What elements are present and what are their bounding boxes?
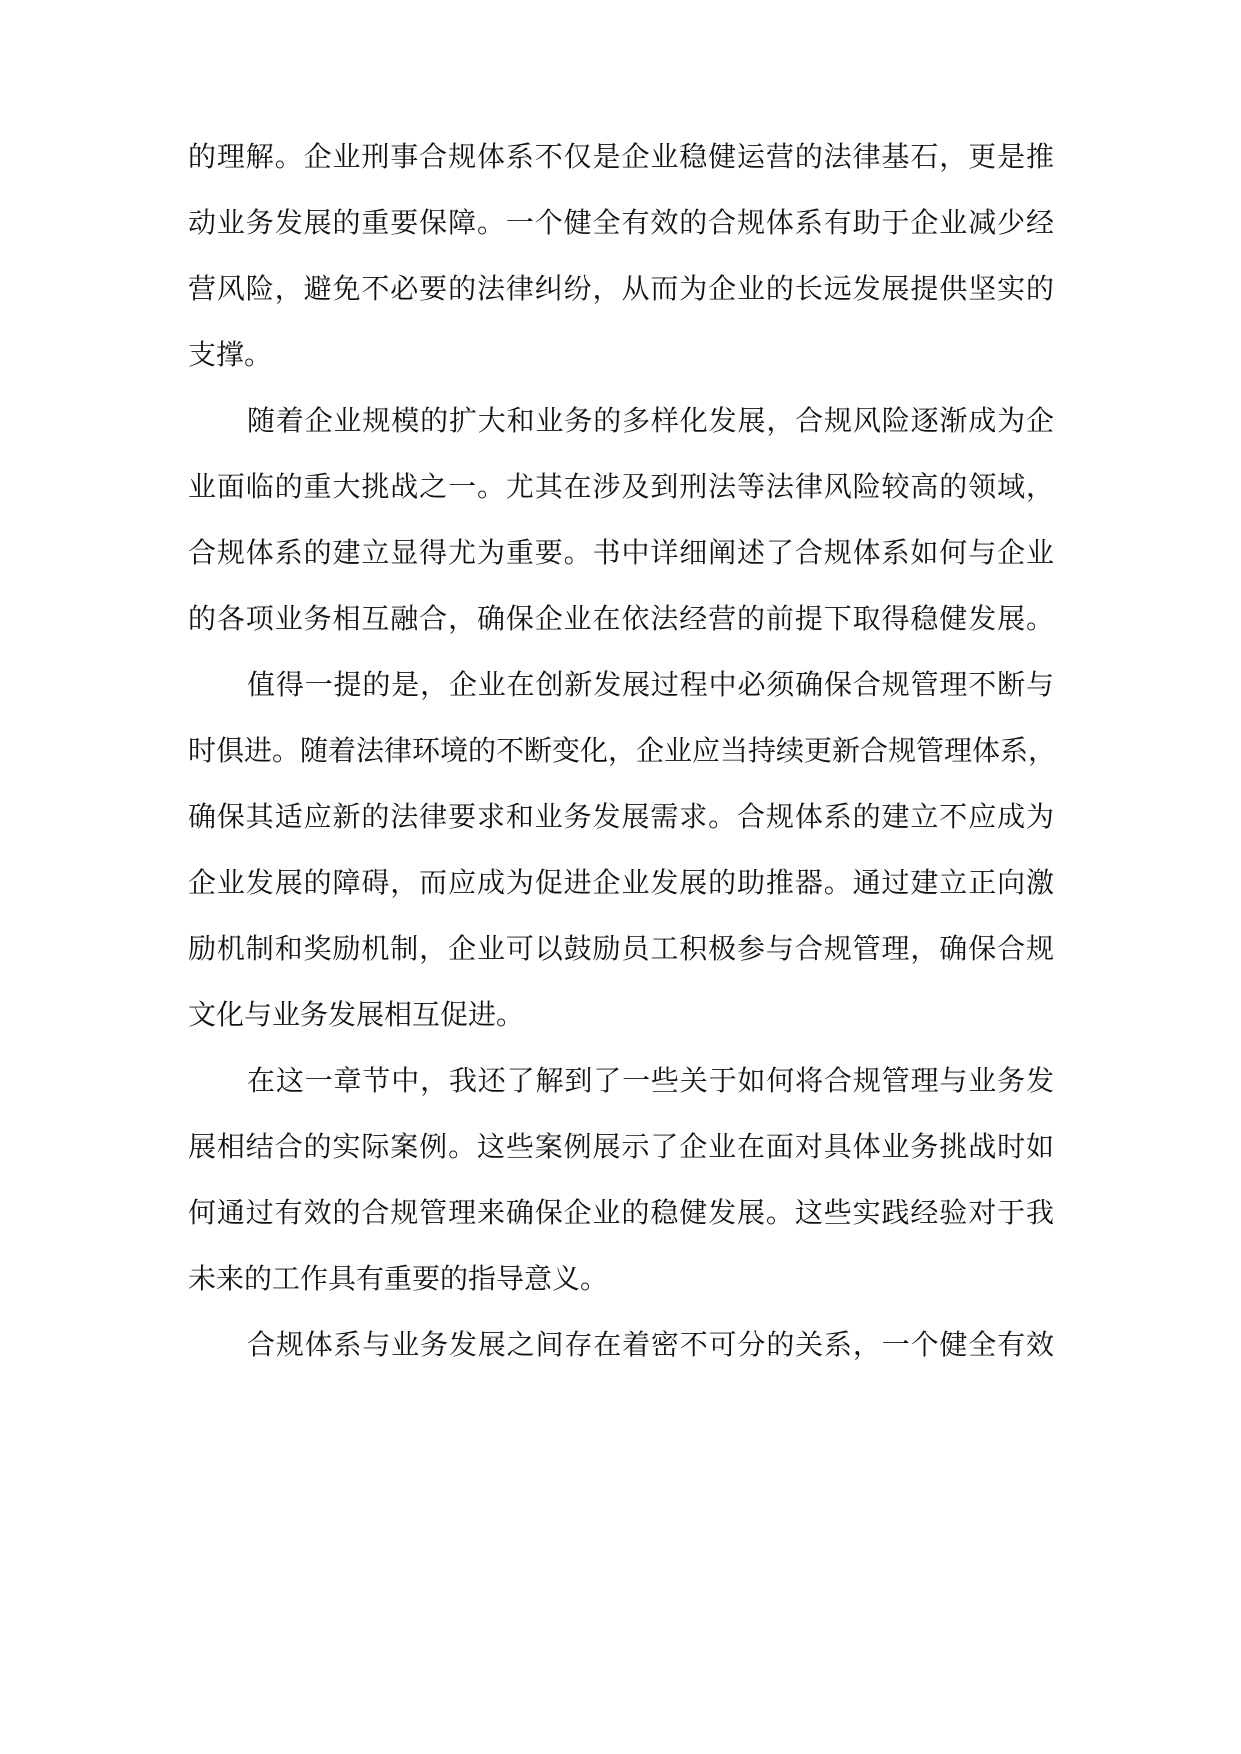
paragraph-4-line-2: 展相结合的实际案例。这些案例展示了企业在面对具体业务挑战时如 [188,1130,1054,1163]
paragraph-2-line-1: 随着企业规模的扩大和业务的多样化发展，合规风险逐渐成为企 [247,404,1054,437]
paragraph-4-line-3: 何通过有效的合规管理来确保企业的稳健发展。这些实践经验对于我 [188,1196,1054,1229]
paragraph-1-line-2: 动业务发展的重要保障。一个健全有效的合规体系有助于企业减少经 [188,206,1054,239]
paragraph-3-line-4: 企业发展的障碍，而应成为促进企业发展的助推器。通过建立正向激 [188,866,1054,899]
paragraph-3-line-6: 文化与业务发展相互促进。 [188,998,525,1031]
paragraph-3-line-1: 值得一提的是，企业在创新发展过程中必须确保合规管理不断与 [247,668,1054,701]
paragraph-4-line-1: 在这一章节中，我还了解到了一些关于如何将合规管理与业务发 [247,1064,1054,1097]
paragraph-3-line-5: 励机制和奖励机制，企业可以鼓励员工积极参与合规管理，确保合规 [188,932,1054,965]
paragraph-3-line-2: 时俱进。随着法律环境的不断变化，企业应当持续更新合规管理体系， [188,734,1057,767]
paragraph-4-line-4: 未来的工作具有重要的指导意义。 [188,1262,609,1295]
paragraph-5-line-1: 合规体系与业务发展之间存在着密不可分的关系，一个健全有效 [247,1328,1054,1361]
paragraph-1-line-3: 营风险，避免不必要的法律纠纷，从而为企业的长远发展提供坚实的 [188,272,1054,305]
paragraph-1-line-1: 的理解。企业刑事合规体系不仅是企业稳健运营的法律基石，更是推 [188,140,1054,173]
paragraph-2-line-3: 合规体系的建立显得尤为重要。书中详细阐述了合规体系如何与企业 [188,536,1054,569]
paragraph-2-line-2: 业面临的重大挑战之一。尤其在涉及到刑法等法律风险较高的领域， [188,470,1054,503]
paragraph-1-line-4: 支撑。 [188,338,273,371]
paragraph-2-line-4: 的各项业务相互融合，确保企业在依法经营的前提下取得稳健发展。 [188,602,1054,635]
paragraph-3-line-3: 确保其适应新的法律要求和业务发展需求。合规体系的建立不应成为 [188,800,1054,833]
